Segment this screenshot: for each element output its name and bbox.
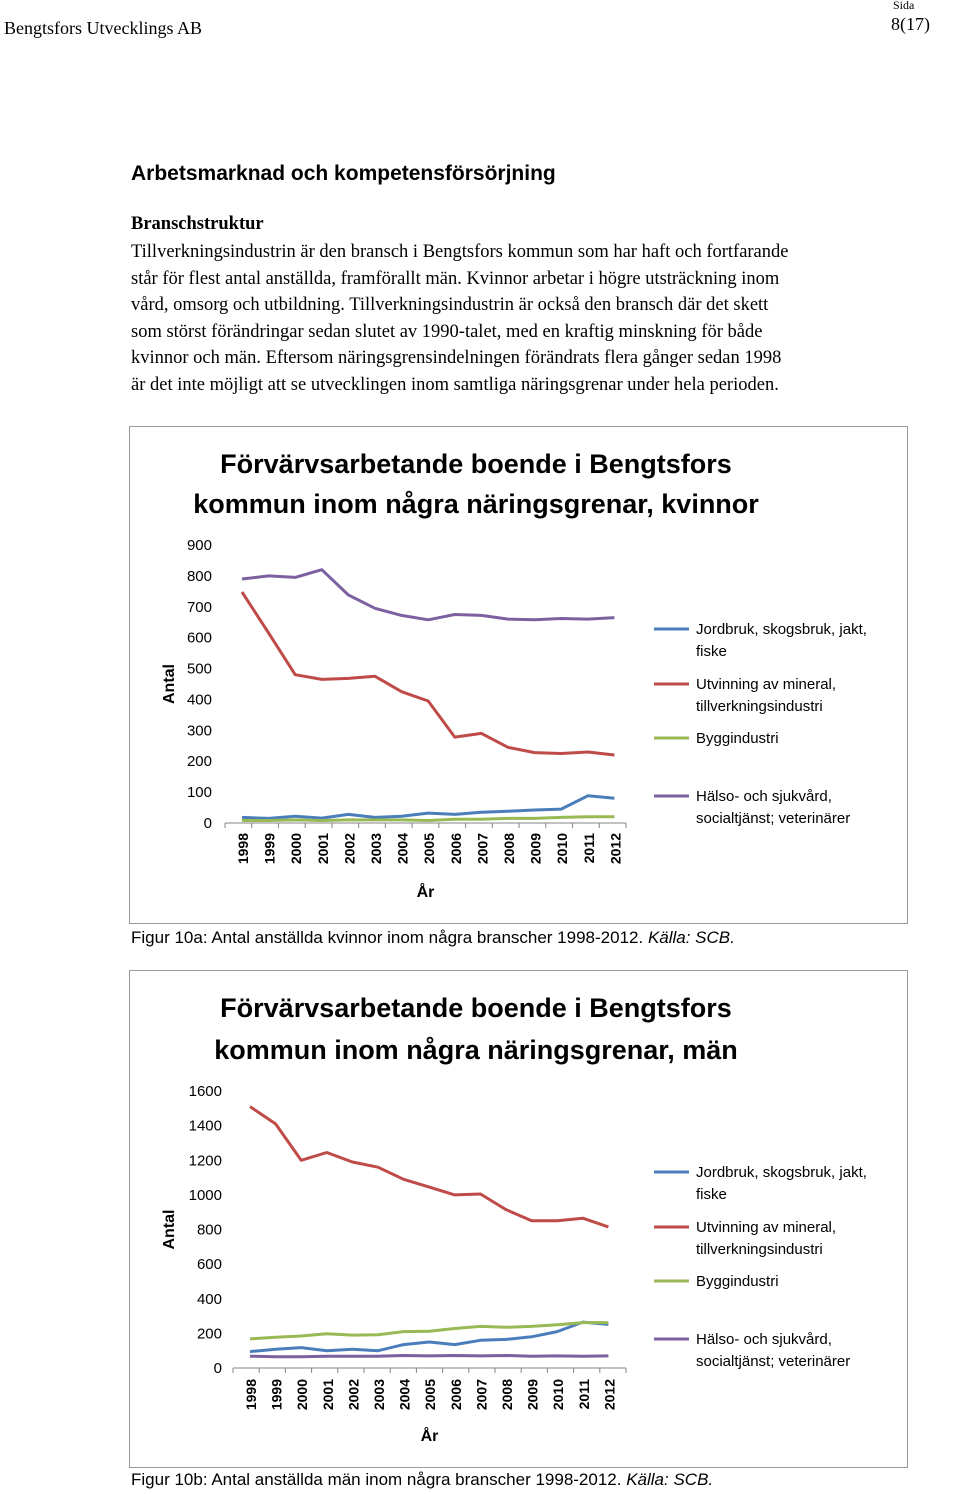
paragraph-line: är det inte möjligt att se utvecklingen inom samtliga näringsgrenar under hela perioden.: [131, 374, 779, 395]
y-tick-label: 700: [186, 598, 212, 616]
y-tick-label: 600: [186, 629, 212, 647]
caption-a-source: Källa: SCB.: [647, 928, 735, 947]
x-tick-label: 2007: [474, 833, 491, 865]
x-tick-label: 2005: [421, 833, 438, 865]
x-tick-label: 2008: [501, 833, 517, 865]
series-line: [242, 796, 614, 819]
chart-title: Förvärvsarbetande boende i Bengtsfors: [220, 449, 732, 479]
y-tick-label: 1200: [188, 1152, 222, 1170]
x-tick-label: 2006: [447, 1379, 464, 1411]
legend-label: Utvinning av mineral,: [696, 1219, 837, 1236]
x-axis-title: År: [420, 1428, 439, 1445]
paragraph-line: som störst förändringar sedan slutet av 1990-talet, med en kraftig minskning för både: [131, 321, 763, 342]
y-tick-label: 100: [186, 784, 212, 802]
x-tick-label: 2010: [554, 833, 571, 865]
series-line: [250, 1107, 608, 1227]
paragraph-line: står för flest antal anställda, framförallt män. Kvinnor arbetar i högre utsträckning inom: [131, 268, 780, 289]
x-tick-label: 2009: [527, 833, 544, 865]
x-tick-label: 2006: [447, 833, 464, 865]
x-tick-label: 1998: [243, 1379, 259, 1411]
legend-label: Utvinning av mineral,: [696, 676, 837, 693]
legend-label: tillverkningsindustri: [696, 1241, 823, 1258]
y-tick-label: 800: [196, 1221, 222, 1239]
legend-label: Hälso- och sjukvård,: [696, 788, 832, 805]
y-tick-label: 600: [196, 1256, 222, 1274]
page-number: 8(17): [891, 14, 930, 34]
x-tick-label: 2010: [550, 1379, 567, 1411]
x-tick-label: 2008: [499, 1379, 515, 1411]
y-tick-label: 0: [203, 815, 212, 832]
x-tick-label: 2011: [575, 1379, 592, 1410]
x-tick-label: 2000: [288, 833, 305, 865]
legend-label: socialtjänst; veterinärer: [696, 810, 851, 827]
y-tick-label: 1400: [188, 1117, 222, 1135]
y-tick-label: 500: [186, 660, 212, 678]
x-tick-label: 2002: [345, 1379, 362, 1411]
x-tick-label: 2005: [422, 1379, 439, 1411]
x-tick-label: 2009: [524, 1379, 541, 1411]
chart-women-frame: [129, 426, 908, 924]
legend-label: socialtjänst; veterinärer: [696, 1353, 851, 1370]
y-tick-label: 400: [186, 691, 212, 709]
y-tick-label: 400: [196, 1290, 222, 1308]
x-axis-title: År: [416, 884, 435, 901]
x-tick-label: 2011: [580, 833, 597, 864]
figure-caption-a: [131, 928, 735, 948]
chart-men-frame: [129, 970, 908, 1468]
chart-title: kommun inom några näringsgrenar, kvinnor: [193, 489, 759, 519]
company-name: Bengtsfors Utvecklings AB: [4, 18, 202, 38]
x-tick-label: 1999: [268, 1379, 285, 1411]
legend-label: fiske: [696, 1186, 727, 1203]
x-tick-label: 2002: [341, 833, 358, 865]
series-line: [250, 1356, 608, 1357]
legend-label: Jordbruk, skogsbruk, jakt,: [696, 621, 867, 638]
legend-label: Byggindustri: [696, 1273, 779, 1290]
paragraph-line: kvinnor och män. Eftersom näringsgrensindelningen förändrats flera gånger sedan 1998: [131, 348, 782, 368]
page-label: Sida: [893, 0, 915, 12]
chart-men: [130, 971, 907, 1467]
caption-b-source: Källa: SCB.: [626, 1470, 714, 1489]
paragraph-line: vård, omsorg och utbildning. Tillverkningsindustrin är också den bransch där det skett: [131, 295, 769, 315]
y-tick-label: 0: [213, 1360, 222, 1377]
x-tick-label: 2003: [371, 1379, 387, 1411]
x-tick-label: 1999: [261, 833, 278, 865]
y-tick-label: 800: [186, 567, 212, 585]
chart-title: kommun inom några näringsgrenar, män: [214, 1035, 738, 1065]
y-tick-label: 200: [186, 753, 212, 771]
y-tick-label: 900: [186, 537, 212, 554]
y-tick-label: 1000: [188, 1186, 222, 1204]
y-axis-title: Antal: [161, 664, 178, 704]
x-tick-label: 2000: [294, 1379, 311, 1411]
chart-women: [130, 427, 907, 923]
x-tick-label: 1998: [235, 833, 251, 865]
x-tick-label: 2001: [314, 833, 331, 865]
x-tick-label: 2012: [607, 833, 624, 865]
figure-caption-b: [131, 1470, 713, 1490]
y-tick-label: 300: [186, 722, 212, 740]
caption-a-text: Figur 10a: Antal anställda kvinnor inom några branscher 1998-2012.: [131, 928, 648, 947]
x-tick-label: 2001: [319, 1379, 336, 1411]
y-tick-label: 200: [196, 1325, 222, 1343]
legend-label: tillverkningsindustri: [696, 698, 823, 715]
body-paragraph: [131, 239, 959, 398]
caption-b-text: Figur 10b: Antal anställda män inom några branscher 1998-2012.: [131, 1470, 627, 1489]
x-tick-label: 2004: [396, 1379, 413, 1411]
legend-label: Jordbruk, skogsbruk, jakt,: [696, 1164, 867, 1181]
y-axis-title: Antal: [161, 1209, 178, 1250]
x-tick-label: 2007: [473, 1379, 490, 1411]
chart-title: Förvärvsarbetande boende i Bengtsfors: [220, 993, 732, 1023]
section-title: Arbetsmarknad och kompetensförsörjning: [131, 162, 556, 185]
x-tick-label: 2004: [394, 833, 411, 865]
series-line: [242, 570, 614, 620]
section-subtitle: Branschstruktur: [131, 214, 264, 234]
paragraph-line: Tillverkningsindustrin är den bransch i Bengtsfors kommun som har haft och fortfarande: [131, 242, 789, 262]
x-tick-label: 2003: [368, 833, 384, 865]
legend-label: Hälso- och sjukvård,: [696, 1331, 832, 1348]
legend-label: Byggindustri: [696, 730, 779, 747]
series-line: [242, 592, 614, 755]
y-tick-label: 1600: [188, 1083, 222, 1100]
legend-label: fiske: [696, 643, 727, 660]
x-tick-label: 2012: [601, 1379, 618, 1411]
